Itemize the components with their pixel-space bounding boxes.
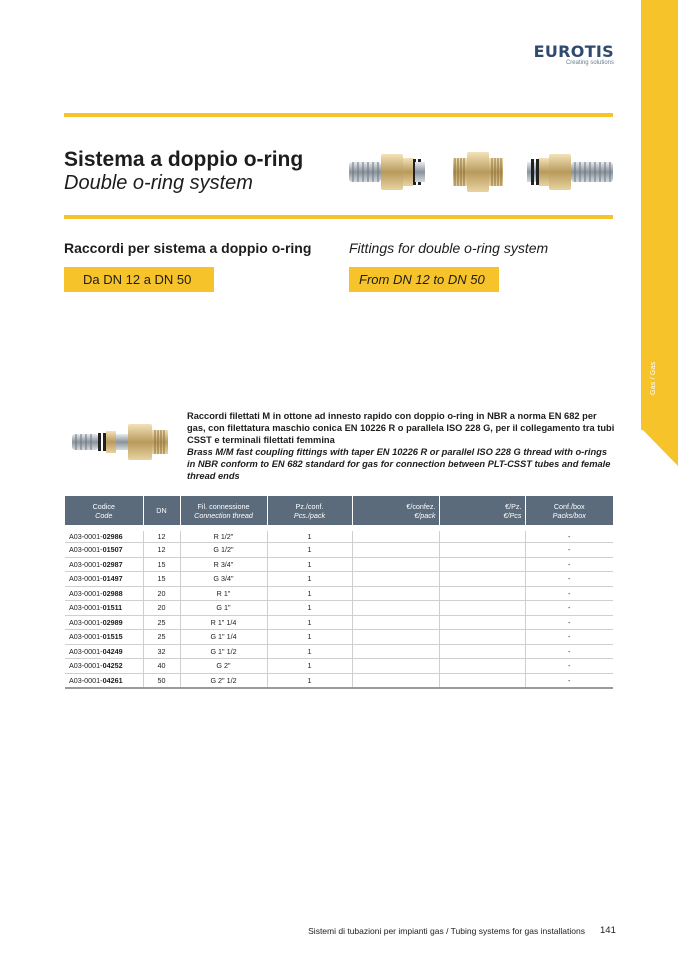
cell-pcs-pack: 1 bbox=[267, 557, 352, 572]
cell-code: A03-0001-04261 bbox=[65, 673, 143, 688]
cell-eur-pcs bbox=[439, 630, 525, 645]
table-row bbox=[65, 572, 613, 587]
cell-eur-pcs bbox=[439, 528, 525, 543]
column-header-packs-box: Conf./box Packs/box bbox=[525, 496, 613, 528]
cell-eur-pack bbox=[352, 557, 439, 572]
cell-dn: 12 bbox=[143, 528, 180, 543]
cell-thread: G 1" bbox=[180, 601, 267, 616]
product-spec-table bbox=[65, 496, 613, 689]
cell-code: A03-0001-02989 bbox=[65, 615, 143, 630]
description-en: Brass M/M fast coupling fittings with taper EN 10226 R or parallel ISO 228 G thread with o-rings in NBR conform to EN 682 standard for gas for connection between PLT-CSST tubes and female thread ends bbox=[187, 447, 611, 481]
range-badge-en: From DN 12 to DN 50 bbox=[349, 267, 499, 292]
cell-dn: 12 bbox=[143, 543, 180, 558]
cell-thread: G 1/2" bbox=[180, 543, 267, 558]
cell-packs-box: - bbox=[525, 673, 613, 688]
table-row bbox=[65, 615, 613, 630]
cell-packs-box: - bbox=[525, 543, 613, 558]
cell-code: A03-0001-01507 bbox=[65, 543, 143, 558]
column-header-eur-pcs: €/Pz. €/Pcs bbox=[439, 496, 525, 528]
cell-thread: R 1" 1/4 bbox=[180, 615, 267, 630]
table-row bbox=[65, 644, 613, 659]
cell-pcs-pack: 1 bbox=[267, 659, 352, 674]
cell-eur-pack bbox=[352, 586, 439, 601]
cell-dn: 32 bbox=[143, 644, 180, 659]
table-row bbox=[65, 659, 613, 674]
cell-code: A03-0001-01515 bbox=[65, 630, 143, 645]
brand-name: EUROTIS bbox=[533, 42, 614, 61]
cell-packs-box: - bbox=[525, 601, 613, 616]
side-section-tab bbox=[641, 0, 678, 430]
table-row bbox=[65, 528, 613, 543]
cell-code: A03-0001-04252 bbox=[65, 659, 143, 674]
side-tab-label: Gas / Gas bbox=[650, 361, 657, 395]
fittings-illustration bbox=[349, 146, 613, 198]
cell-packs-box: - bbox=[525, 615, 613, 630]
cell-packs-box: - bbox=[525, 528, 613, 543]
cell-pcs-pack: 1 bbox=[267, 543, 352, 558]
product-image bbox=[72, 420, 170, 464]
cell-thread: R 1" bbox=[180, 586, 267, 601]
table-row bbox=[65, 630, 613, 645]
mid-divider bbox=[64, 215, 613, 219]
footer-text: Sistemi di tubazioni per impianti gas / Tubing systems for gas installations bbox=[308, 926, 585, 936]
cell-dn: 20 bbox=[143, 601, 180, 616]
top-divider bbox=[64, 113, 613, 117]
cell-dn: 15 bbox=[143, 557, 180, 572]
cell-packs-box: - bbox=[525, 644, 613, 659]
cell-code: A03-0001-02988 bbox=[65, 586, 143, 601]
brand-logo bbox=[528, 42, 614, 66]
cell-thread: G 2" 1/2 bbox=[180, 673, 267, 688]
cell-pcs-pack: 1 bbox=[267, 586, 352, 601]
cell-eur-pcs bbox=[439, 586, 525, 601]
page-title-en: Double o-ring system bbox=[64, 172, 253, 194]
table-row bbox=[65, 601, 613, 616]
cell-eur-pack bbox=[352, 528, 439, 543]
cell-dn: 20 bbox=[143, 586, 180, 601]
cell-eur-pcs bbox=[439, 543, 525, 558]
cell-pcs-pack: 1 bbox=[267, 601, 352, 616]
brand-tagline: Creating solutions bbox=[565, 60, 614, 66]
cell-packs-box: - bbox=[525, 557, 613, 572]
cell-thread: G 3/4" bbox=[180, 572, 267, 587]
product-description bbox=[187, 410, 617, 482]
cell-eur-pack bbox=[352, 644, 439, 659]
cell-code: A03-0001-04249 bbox=[65, 644, 143, 659]
table-row bbox=[65, 543, 613, 558]
column-header-dn: DN bbox=[143, 496, 180, 528]
section-subtitle: Raccordi per sistema a doppio o-ring bbox=[64, 240, 312, 256]
cell-dn: 50 bbox=[143, 673, 180, 688]
cell-eur-pack bbox=[352, 615, 439, 630]
cell-dn: 15 bbox=[143, 572, 180, 587]
section-subtitle-en: Fittings for double o-ring system bbox=[349, 240, 549, 256]
cell-thread: G 1" 1/2 bbox=[180, 644, 267, 659]
table-row bbox=[65, 586, 613, 601]
cell-eur-pack bbox=[352, 673, 439, 688]
cell-eur-pack bbox=[352, 630, 439, 645]
cell-dn: 25 bbox=[143, 630, 180, 645]
column-header-thread: Fil. connessione Connection thread bbox=[180, 496, 267, 528]
cell-eur-pack bbox=[352, 659, 439, 674]
cell-pcs-pack: 1 bbox=[267, 644, 352, 659]
cell-eur-pack bbox=[352, 543, 439, 558]
column-header-eur-pack: €/confez. €/pack bbox=[352, 496, 439, 528]
cell-code: A03-0001-02986 bbox=[65, 528, 143, 543]
side-tab-tip bbox=[641, 428, 678, 468]
column-header-pcs-pack: Pz./conf. Pcs./pack bbox=[267, 496, 352, 528]
cell-eur-pack bbox=[352, 601, 439, 616]
cell-eur-pcs bbox=[439, 572, 525, 587]
cell-dn: 25 bbox=[143, 615, 180, 630]
cell-eur-pcs bbox=[439, 644, 525, 659]
cell-eur-pack bbox=[352, 572, 439, 587]
cell-packs-box: - bbox=[525, 572, 613, 587]
table-header-row bbox=[65, 496, 613, 528]
table-row bbox=[65, 673, 613, 688]
cell-code: A03-0001-02987 bbox=[65, 557, 143, 572]
cell-thread: G 2" bbox=[180, 659, 267, 674]
table-row bbox=[65, 557, 613, 572]
cell-pcs-pack: 1 bbox=[267, 528, 352, 543]
cell-pcs-pack: 1 bbox=[267, 673, 352, 688]
description-it: Raccordi filettati M in ottone ad innesto rapido con doppio o-ring in NBR a norma EN 682 per gas, con filettatura maschio conica EN 10226 R o parallela ISO 228 G, per il collegamento tra tubi CSST e terminali filettati femmina bbox=[187, 411, 615, 445]
cell-eur-pcs bbox=[439, 601, 525, 616]
cell-pcs-pack: 1 bbox=[267, 572, 352, 587]
cell-eur-pcs bbox=[439, 615, 525, 630]
cell-eur-pcs bbox=[439, 659, 525, 674]
cell-thread: R 1/2" bbox=[180, 528, 267, 543]
cell-thread: R 3/4" bbox=[180, 557, 267, 572]
cell-packs-box: - bbox=[525, 630, 613, 645]
cell-dn: 40 bbox=[143, 659, 180, 674]
page-title: Sistema a doppio o-ring bbox=[64, 148, 304, 171]
cell-code: A03-0001-01511 bbox=[65, 601, 143, 616]
cell-packs-box: - bbox=[525, 659, 613, 674]
cell-pcs-pack: 1 bbox=[267, 615, 352, 630]
column-header-code: Codice Code bbox=[65, 496, 143, 528]
page-number: 141 bbox=[600, 925, 616, 936]
cell-eur-pcs bbox=[439, 557, 525, 572]
cell-eur-pcs bbox=[439, 673, 525, 688]
cell-pcs-pack: 1 bbox=[267, 630, 352, 645]
range-badge: Da DN 12 a DN 50 bbox=[64, 267, 214, 292]
cell-packs-box: - bbox=[525, 586, 613, 601]
cell-code: A03-0001-01497 bbox=[65, 572, 143, 587]
cell-thread: G 1" 1/4 bbox=[180, 630, 267, 645]
